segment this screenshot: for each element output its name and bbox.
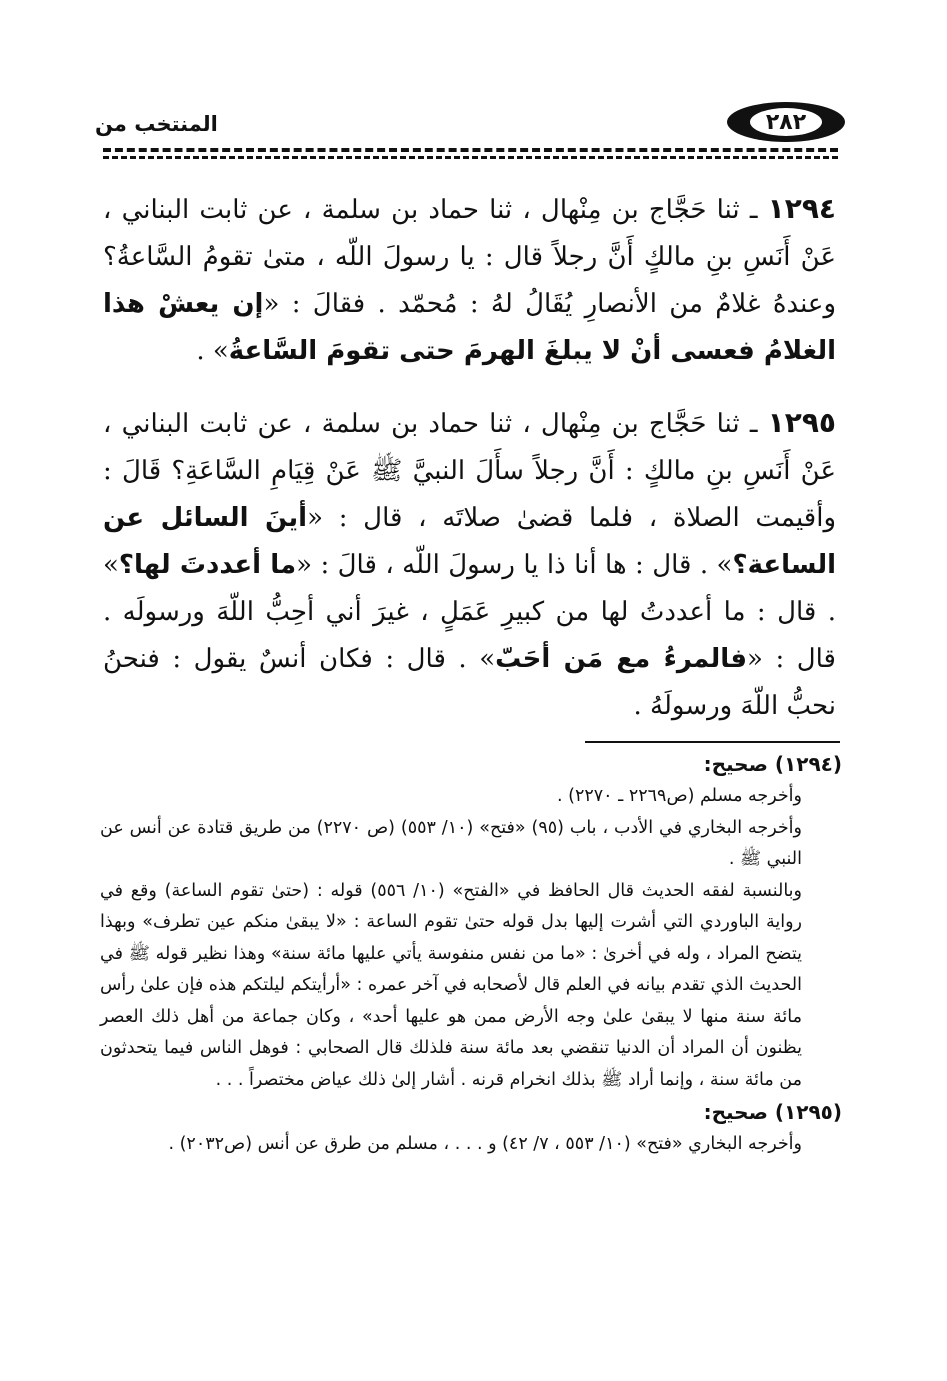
hadith-number: ١٢٩٥ <box>767 406 836 439</box>
hadith-1294 <box>103 185 836 375</box>
hadith-1295 <box>103 399 836 730</box>
page-header <box>95 100 845 150</box>
hadith-quote: فالمرءُ مع مَن أحَبّ <box>495 644 748 674</box>
hadith-narration: » . قال : ها أنا ذا يا رسولَ اللّه ، قالَ : « <box>296 550 733 580</box>
hadith-narration: » . قال : ما أعددتُ لها من كبيرِ عَمَلٍ ، غيرَ أني أحِبُّ اللّهَ ورسولَه . قال : « <box>103 550 836 674</box>
footnote-heading: (١٢٩٥) صحيح: <box>703 1100 842 1124</box>
hadith-text <box>103 185 836 754</box>
page-number-badge <box>727 102 845 142</box>
header-divider-secondary <box>103 156 838 159</box>
footnote-line: وأخرجه مسلم (ص٢٢٦٩ ـ ٢٢٧٠) . <box>557 786 802 806</box>
header-divider <box>103 148 838 152</box>
hadith-narration: ـ ثنا حَجَّاج بن مِنْهال ، ثنا حماد بن سلمة ، عن ثابت البناني ، عَنْ أَنَسِ بنِ مالكٍ أَنَّ رجلاً قال : يا رسولَ اللّه ، متىٰ تقومُ السَّاعةُ؟ وعندهُ غلامٌ من الأنصارِ يُقَالُ لهُ : مُحمّد . فقالَ : « <box>103 195 837 319</box>
footnote-body <box>100 781 842 1096</box>
hadith-quote: إن يعشْ هذا الغلامُ فعسى أنْ لا يبلغَ الهرمَ حتى تقومَ السَّاعةُ <box>103 289 836 366</box>
hadith-narration-end: » . قال : فكان أنسٌ يقول : فنحنُ نحبُّ اللّهَ ورسولَهُ . <box>103 644 836 721</box>
footnote-line: وأخرجه البخاري في الأدب ، باب (٩٥) «فتح» (١٠/ ٥٥٣) (ص ٢٢٧٠) من طريق قتادة عن أنس عن النبي ﷺ . <box>100 817 802 869</box>
hadith-quote: ما أعددتَ لها؟ <box>118 550 297 580</box>
footnote-heading: (١٢٩٤) صحيح: <box>703 752 842 776</box>
hadith-narration-end: » . <box>196 336 229 366</box>
footnote-line: وأخرجه البخاري «فتح» (١٠/ ٥٥٣ ، ٧/ ٤٢) و . . . ، مسلم من طرق عن أنس (ص٢٠٣٢) . <box>168 1134 802 1154</box>
hadith-number: ١٢٩٤ <box>767 192 836 225</box>
footnote-line: وبالنسبة لفقه الحديث قال الحافظ في «الفتح» (١٠/ ٥٥٦) قوله : (حتىٰ تقوم الساعة) وقع في رواية الباوردي التي أشرت إليها بدل قوله حتىٰ تقوم الساعة : «لا يبقىٰ منكم عين تطرف» وبهذا يتضح المراد ، وله في أخرىٰ : «ما من نفس منفوسة يأتي عليها مائة سنة» وهذا نظير قوله ﷺ في الحديث الذي تقدم بيانه في العلم قال لأصحابه في آخر عمره : «أرأيتكم ليلتكم هذه فإن علىٰ رأس مائة سنة منها لا يبقىٰ علىٰ وجه الأرض ممن هو عليها أحد» ، وكان جماعة من أهل ذلك العصر يظنون أن المراد أن الدنيا تنقضي بعد مائة سنة فلذلك قال الصحابي : فوهل الناس فيما يتحدثون من مائة سنة ، وإنما أراد ﷺ بذلك انخرام قرنه . أشار إلىٰ ذلك عياض مختصراً . . . <box>100 880 802 1090</box>
page-number: ٢٨٢ <box>750 108 822 136</box>
footnote-body <box>100 1129 842 1161</box>
footnotes <box>100 748 842 1161</box>
hadith-narration: ـ ثنا حَجَّاج بن مِنْهال ، ثنا حماد بن سلمة ، عن ثابت البناني ، عَنْ أَنَسِ بنِ مالكٍ : أَنَّ رجلاً سأَلَ النبيَّ ﷺ عَنْ قِيَامِ السَّاعَةِ؟ قَالَ : وأقيمت الصلاة ، فلما قضىٰ صلاتَه ، قال : « <box>103 409 837 533</box>
hadith-quote: أينَ السائل عن الساعة؟ <box>103 503 836 580</box>
footnote-separator <box>585 741 840 743</box>
running-title: المنتخب من <box>95 112 218 136</box>
